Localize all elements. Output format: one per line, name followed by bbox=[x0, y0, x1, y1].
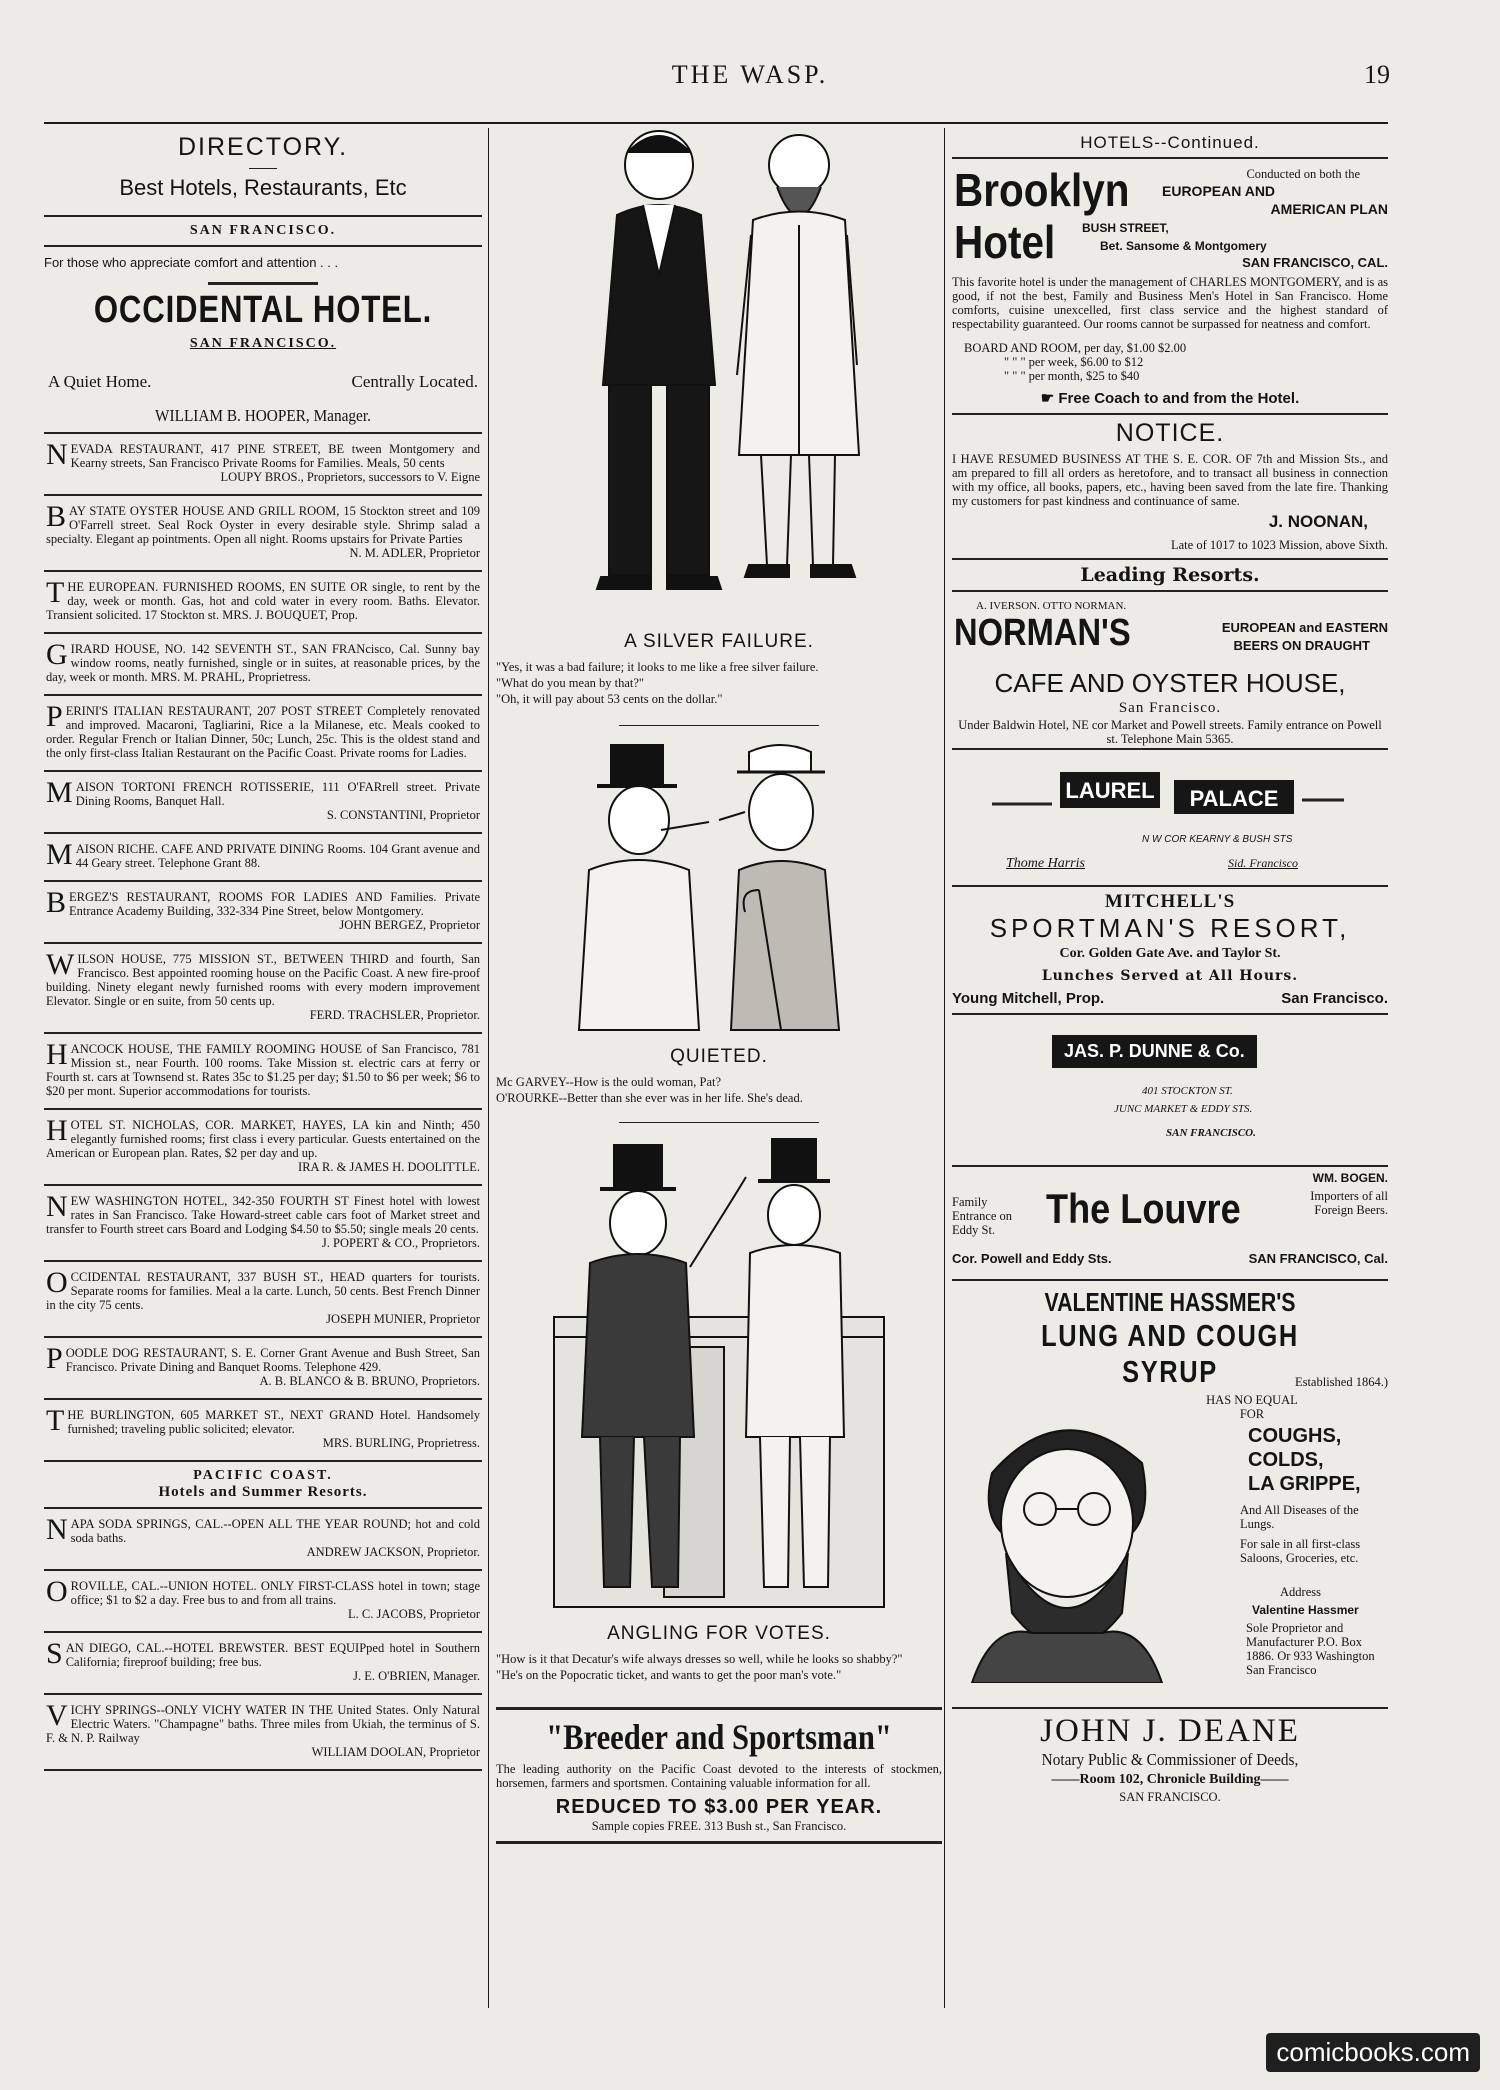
ornament-rule bbox=[208, 282, 318, 285]
notice-text: I HAVE RESUMED BUSINESS AT THE S. E. COR. OF 7th and Mission Sts., and am prepared to fill all orders as heretofore, and to transact all business in connection with my office, all books, papers, etc., having been saved from the late fire. Thanking my customers for past kindness and continuance of same. bbox=[952, 452, 1388, 508]
brooklyn-name-2: Hotel bbox=[954, 216, 1056, 268]
entry-initial: G bbox=[46, 638, 68, 671]
hassmer-ad bbox=[952, 1287, 1388, 1707]
brooklyn-plan-c: AMERICAN PLAN bbox=[1270, 201, 1388, 217]
directory-entry bbox=[44, 572, 482, 634]
breeder-ad bbox=[496, 1707, 942, 1844]
louvre-city: SAN FRANCISCO, Cal. bbox=[1248, 1251, 1388, 1266]
rate-line: " " " per week, $6.00 to $12 bbox=[1004, 355, 1144, 369]
louvre-left: Family Entrance on Eddy St. bbox=[952, 1195, 1013, 1237]
entry-text: OTEL ST. NICHOLAS, COR. MARKET, HAYES, LA kin and Ninth; 450 elegantly furnished rooms; first class i every particular. Guests entertained on the American or European plan. Rates, $2 per day and up. bbox=[46, 1118, 480, 1160]
occidental-taglines bbox=[44, 372, 482, 392]
laurel-signature-2: Sid. Francisco bbox=[1228, 856, 1298, 870]
normans-beers-1: EUROPEAN and EASTERN bbox=[1221, 620, 1388, 635]
column-divider-1 bbox=[488, 128, 489, 2008]
directory-entry bbox=[44, 1338, 482, 1400]
title-dash bbox=[249, 168, 277, 169]
dialog-line: "How is it that Decatur's wife always dresses so well, while he looks so shabby?" bbox=[496, 1652, 903, 1666]
normans-beers-2: BEERS ON DRAUGHT bbox=[1233, 638, 1370, 653]
brooklyn-hotel-ad bbox=[952, 159, 1388, 341]
entry-text: ANCOCK HOUSE, THE FAMILY ROOMING HOUSE of San Francisco, 781 Mission st., near Fourth. 100 rooms. Take Mission st. electric cars at ferry or Fourth st. cars at Townsend st. Rates 35c to $1.25 per day; $1.50 to $6 per week; $6 to $20 per mont. Superior accommodations for tourists. bbox=[46, 1042, 480, 1098]
directory-entry bbox=[44, 634, 482, 696]
deane-name: JOHN J. DEANE bbox=[1040, 1713, 1300, 1749]
divider bbox=[952, 1279, 1388, 1281]
louvre-address: Cor. Powell and Eddy Sts. bbox=[952, 1251, 1112, 1266]
pointing-hand-icon: ☛ bbox=[1040, 390, 1059, 407]
cartoon-column bbox=[496, 125, 942, 1844]
dialog-line: "Yes, it was a bad failure; it looks to me like a free silver failure. bbox=[496, 660, 819, 674]
cartoon-quieted-illustration bbox=[549, 740, 889, 1040]
occidental-right: Centrally Located. bbox=[351, 372, 478, 391]
breeder-sample: Sample copies FREE. 313 Bush st., San Francisco. bbox=[591, 1819, 847, 1833]
laurel-palace-logo bbox=[990, 764, 1350, 826]
entry-text: APA SODA SPRINGS, CAL.--OPEN ALL THE YEAR ROUND; hot and cold soda baths. bbox=[70, 1517, 480, 1545]
entry-proprietor: A. B. BLANCO & B. BRUNO, Proprietors. bbox=[259, 1374, 480, 1388]
brooklyn-plan-b: EUROPEAN AND bbox=[1162, 183, 1276, 199]
hassmer-title-2: LUNG AND COUGH SYRUP bbox=[1041, 1318, 1299, 1389]
magazine-title: THE WASP. bbox=[671, 60, 829, 89]
hassmer-title-1: VALENTINE HASSMER'S bbox=[1044, 1287, 1296, 1317]
divider bbox=[952, 1707, 1388, 1709]
directory-entry bbox=[44, 1400, 482, 1462]
hassmer-sole: Sole Proprietor and Manufacturer P.O. Box 1886. Or 933 Washington San Francisco bbox=[1246, 1621, 1375, 1677]
mitchells-lunches: Lunches Served at All Hours. bbox=[1041, 968, 1299, 984]
dunne-ad bbox=[952, 1015, 1388, 1165]
divider bbox=[952, 413, 1388, 415]
dialog-line: O'ROURKE--Better than she ever was in her life. She's dead. bbox=[496, 1091, 803, 1105]
entry-proprietor: LOUPY BROS., Proprietors, successors to V. Eigne bbox=[220, 470, 480, 484]
directory-entry bbox=[44, 1262, 482, 1338]
laurel-address: N W COR KEARNY & BUSH STS bbox=[1142, 834, 1293, 845]
cartoon-3-caption: ANGLING FOR VOTES. bbox=[607, 1623, 831, 1644]
louvre-owner: WM. BOGEN. bbox=[1312, 1171, 1388, 1185]
entry-initial: M bbox=[46, 776, 73, 809]
notice-title: NOTICE. bbox=[1115, 419, 1225, 447]
entry-initial: O bbox=[46, 1575, 68, 1608]
cartoon-3-dialog bbox=[496, 1645, 942, 1689]
entry-initial: P bbox=[46, 1342, 63, 1375]
ads-column bbox=[952, 125, 1388, 1804]
notice-ad bbox=[952, 419, 1388, 552]
brooklyn-street: BUSH STREET, bbox=[1082, 221, 1169, 235]
mitchells-address: Cor. Golden Gate Ave. and Taylor St. bbox=[1059, 946, 1281, 961]
mitchells-title: SPORTMAN'S RESORT, bbox=[989, 913, 1351, 943]
rate-line: BOARD AND ROOM, per day, $1.00 $2.00 bbox=[964, 341, 1187, 355]
notice-signature: J. NOONAN, bbox=[1268, 512, 1368, 531]
entry-text: EW WASHINGTON HOTEL, 342-350 FOURTH ST Finest hotel with lowest rates in San Francisco. Take Howard-street cable cars foot of Market street and transfer to Fourth street cars Board and Lodging $4.50 to $5.50; single meals 20 cents. bbox=[46, 1194, 480, 1236]
breeder-price: REDUCED TO $3.00 PER YEAR. bbox=[555, 1796, 883, 1818]
entry-text: ILSON HOUSE, 775 MISSION ST., BETWEEN THIRD and fourth, San Francisco. Best appointed rooming house on the Pacific Coast. A new fire-proof building. Ninety elegant newly furnished rooms with every modern improvement Elevator. Single or en suite, from 50 cents up. bbox=[46, 952, 480, 1008]
entry-initial: N bbox=[46, 438, 68, 471]
occidental-left: A Quiet Home. bbox=[48, 372, 152, 391]
entry-initial: H bbox=[46, 1038, 68, 1071]
entry-initial: S bbox=[46, 1637, 63, 1670]
louvre-ad bbox=[952, 1167, 1388, 1279]
divider bbox=[619, 1122, 819, 1123]
occidental-city: SAN FRANCISCO. bbox=[189, 336, 337, 351]
entry-text: CCIDENTAL RESTAURANT, 337 BUSH ST., HEAD quarters for tourists. Separate rooms for families. Meal a la carte. Lunch, 50 cents. Best French Dinner in the city 75 cents. bbox=[46, 1270, 480, 1312]
directory-entry bbox=[44, 1110, 482, 1186]
directory-entry bbox=[44, 882, 482, 944]
brooklyn-city: SAN FRANCISCO, CAL. bbox=[1242, 255, 1388, 270]
laurel-word: LAUREL bbox=[1065, 778, 1155, 803]
directory-entry bbox=[44, 1695, 482, 1771]
dunne-line-3: SAN FRANCISCO. bbox=[1166, 1127, 1256, 1139]
entry-proprietor: L. C. JACOBS, Proprietor bbox=[348, 1607, 480, 1621]
cartoon-1-dialog bbox=[496, 653, 942, 713]
directory-entry bbox=[44, 434, 482, 496]
divider bbox=[44, 245, 482, 247]
mitchells-ad bbox=[952, 891, 1388, 1007]
directory-entry bbox=[44, 696, 482, 772]
pacific-entries bbox=[44, 1509, 482, 1771]
normans-address: Under Baldwin Hotel, NE cor Market and Powell streets. Family entrance on Powell st. Telephone Main 5365. bbox=[958, 718, 1382, 746]
directory-title: DIRECTORY. bbox=[177, 133, 349, 161]
brooklyn-plan-a: Conducted on both the bbox=[1246, 167, 1360, 181]
hassmer-and-all: And All Diseases of the Lungs. bbox=[1240, 1503, 1359, 1531]
brooklyn-rates bbox=[952, 341, 1388, 383]
dialog-line: "He's on the Popocratic ticket, and wants to get the poor man's vote." bbox=[496, 1668, 842, 1682]
directory-subtitle: Best Hotels, Restaurants, Etc bbox=[119, 175, 407, 200]
laurel-palace-ad bbox=[952, 750, 1388, 885]
column-divider-2 bbox=[944, 128, 945, 2008]
entry-text: ROVILLE, CAL.--UNION HOTEL. ONLY FIRST-CLASS hotel in town; stage office; $1 to $2 a day. Free bus to and from all trains. bbox=[70, 1579, 480, 1607]
entry-initial: M bbox=[46, 838, 73, 871]
entry-proprietor: N. M. ADLER, Proprietor bbox=[349, 546, 480, 560]
deane-room: ——Room 102, Chronicle Building—— bbox=[1051, 1772, 1289, 1787]
entry-proprietor: J. POPERT & CO., Proprietors. bbox=[321, 1236, 480, 1250]
entry-proprietor: IRA R. & JAMES H. DOOLITTLE. bbox=[298, 1160, 480, 1174]
directory-entry bbox=[44, 1034, 482, 1110]
normans-name: NORMAN'S bbox=[954, 612, 1131, 654]
cartoon-2-caption: QUIETED. bbox=[670, 1046, 768, 1067]
entry-proprietor: FERD. TRACHSLER, Proprietor. bbox=[309, 1008, 480, 1022]
deane-ad bbox=[952, 1713, 1388, 1804]
entry-proprietor: MRS. BURLING, Proprietress. bbox=[322, 1436, 480, 1450]
occidental-name: OCCIDENTAL HOTEL. bbox=[93, 289, 433, 331]
deane-room-text: Room 102, Chronicle Building bbox=[1079, 1772, 1261, 1787]
entry-initial: B bbox=[46, 886, 67, 919]
hassmer-sale: For sale in all first-class Saloons, Groceries, etc. bbox=[1240, 1537, 1361, 1565]
breeder-title: "Breeder and Sportsman" bbox=[546, 1717, 892, 1757]
region-label: SAN FRANCISCO. bbox=[189, 223, 337, 238]
directory-entry bbox=[44, 1509, 482, 1571]
hotels-continued-title: HOTELS--Continued. bbox=[1080, 133, 1260, 152]
directory-entry bbox=[44, 1633, 482, 1695]
laurel-signature-1: Thome Harris bbox=[1006, 856, 1085, 871]
hassmer-address-name: Valentine Hassmer bbox=[1252, 1603, 1359, 1617]
breeder-text: The leading authority on the Pacific Coast devoted to the interests of stockmen, horsemen, farmers and sportsmen. Containing valuable information for all. bbox=[496, 1762, 942, 1790]
dunne-line-1: 401 STOCKTON ST. bbox=[1142, 1085, 1233, 1097]
entry-text: AISON TORTONI FRENCH ROTISSERIE, 111 O'FARrell street. Private Dining Rooms, Banquet Hall. bbox=[75, 780, 480, 808]
mitchells-city: San Francisco. bbox=[1281, 990, 1388, 1007]
mitchells-prop: Young Mitchell, Prop. bbox=[952, 990, 1105, 1007]
entry-initial: T bbox=[46, 576, 65, 609]
entry-text: AN DIEGO, CAL.--HOTEL BREWSTER. BEST EQUIPped hotel in Southern California; fireproof building; free bus. bbox=[65, 1641, 480, 1669]
entry-text: IRARD HOUSE, NO. 142 SEVENTH ST., SAN FRANcisco, Cal. Sunny bay window rooms, neatly furnished, single or in suites, at reasonable prices, by the day, week or month. MRS. M. PRAHL, Proprietress. bbox=[46, 642, 480, 684]
dunne-logo: JAS. P. DUNNE & Co. bbox=[1052, 1035, 1257, 1068]
palace-word: PALACE bbox=[1189, 786, 1279, 811]
deane-title: Notary Public & Commissioner of Deeds, bbox=[1041, 1750, 1299, 1769]
page-number: 19 bbox=[1364, 60, 1390, 89]
hassmer-grippe: LA GRIPPE, bbox=[1248, 1473, 1361, 1495]
entry-text: HE EUROPEAN. FURNISHED ROOMS, EN SUITE OR single, to rent by the day, week or month. Gas, hot and cold water in every room. Baths. Elevator. Transient solicited. 17 Stockton st. MRS. J. BOUQUET, Prop. bbox=[46, 580, 480, 622]
directory-entry bbox=[44, 944, 482, 1034]
entry-text: EVADA RESTAURANT, 417 PINE STREET, BE tween Montgomery and Kearny streets, San Francisco Private Rooms for Families. Meals, 50 cents bbox=[70, 442, 480, 470]
entry-initial: P bbox=[46, 700, 63, 733]
louvre-right: Importers of all Foreign Beers. bbox=[1310, 1189, 1388, 1217]
entry-initial: W bbox=[46, 948, 75, 981]
mitchells-name: MITCHELL'S bbox=[1104, 891, 1236, 912]
hassmer-established: Established 1864.) bbox=[1294, 1375, 1388, 1389]
directory-entries bbox=[44, 434, 482, 1462]
notice-late: Late of 1017 to 1023 Mission, above Sixth. bbox=[1171, 538, 1388, 552]
entry-text: OODLE DOG RESTAURANT, S. E. Corner Grant Avenue and Bush Street, San Francisco. Private Dining and Banquet Rooms. Telephone 429. bbox=[65, 1346, 480, 1374]
normans-cafe: CAFE AND OYSTER HOUSE, bbox=[994, 668, 1346, 698]
brooklyn-coach bbox=[952, 389, 1388, 407]
directory-entry bbox=[44, 1571, 482, 1633]
rate-line: " " " per month, $25 to $40 bbox=[1004, 369, 1140, 383]
cartoon-silver-failure-illustration bbox=[539, 125, 899, 625]
entry-initial: T bbox=[46, 1404, 65, 1437]
watermark: comicbooks.com bbox=[1266, 2033, 1480, 2072]
directory-entry bbox=[44, 772, 482, 834]
dunne-line-2: JUNC MARKET & EDDY STS. bbox=[1114, 1103, 1253, 1115]
entry-text: ICHY SPRINGS--ONLY VICHY WATER IN THE United States. Only Natural Electric Waters. "Champagne" baths. Three miles from Ukiah, the terminus of S. F. & N. P. Railway bbox=[46, 1703, 480, 1745]
hassmer-address-label: Address bbox=[1280, 1585, 1321, 1599]
occidental-manager: WILLIAM B. HOOPER, Manager. bbox=[155, 406, 371, 425]
directory-column bbox=[44, 125, 482, 1771]
pacific-title: PACIFIC COAST. bbox=[193, 1468, 333, 1483]
dialog-line: "Oh, it will pay about 53 cents on the dollar." bbox=[496, 692, 723, 706]
louvre-name: The Louvre bbox=[1046, 1185, 1241, 1232]
entry-initial: V bbox=[46, 1699, 68, 1732]
header-rule bbox=[44, 122, 1388, 124]
normans-city: San Francisco. bbox=[1118, 700, 1222, 716]
divider bbox=[952, 885, 1388, 887]
leading-resorts-title: Leading Resorts. bbox=[1080, 564, 1260, 586]
normans-ad bbox=[952, 592, 1388, 746]
brooklyn-between: Bet. Sansome & Montgomery bbox=[1100, 239, 1267, 253]
entry-initial: B bbox=[46, 500, 67, 533]
cartoon-1-caption: A SILVER FAILURE. bbox=[624, 631, 814, 652]
brooklyn-text: This favorite hotel is under the management of CHARLES MONTGOMERY, and is as good, if not the best, Family and Business Men's Hotel in San Francisco. Home comforts, cuisine unexcelled, first class service and the highest standard of respectability guaranteed. Our rooms cannot be surpassed for neatness and comfort. bbox=[952, 275, 1388, 331]
brooklyn-name-1: Brooklyn bbox=[954, 164, 1130, 216]
deane-city: SAN FRANCISCO. bbox=[1119, 1790, 1221, 1804]
dialog-line: Mc GARVEY--How is the ould woman, Pat? bbox=[496, 1075, 722, 1089]
hassmer-coughs: COUGHS, bbox=[1248, 1425, 1342, 1447]
entry-proprietor: WILLIAM DOOLAN, Proprietor bbox=[311, 1745, 480, 1759]
hassmer-portrait bbox=[952, 1383, 1182, 1683]
entry-initial: N bbox=[46, 1513, 68, 1546]
divider bbox=[619, 725, 819, 726]
dialog-line: "What do you mean by that?" bbox=[496, 676, 645, 690]
entry-text: HE BURLINGTON, 605 MARKET ST., NEXT GRAND Hotel. Handsomely furnished; traveling public solicited; elevator. bbox=[67, 1408, 480, 1436]
hassmer-colds: COLDS, bbox=[1248, 1449, 1324, 1471]
entry-text: AISON RICHE. CAFE AND PRIVATE DINING Rooms. 104 Grant avenue and 44 Geary street. Telephone Grant 88. bbox=[75, 842, 480, 870]
entry-proprietor: JOHN BERGEZ, Proprietor bbox=[339, 918, 480, 932]
entry-text: AY STATE OYSTER HOUSE AND GRILL ROOM, 15 Stockton street and 109 O'Farrell street. Seal Rock Oyster in every desirable style. Shrimp salad a specialty. Elegant ap pointments. Open all night. Rooms upstairs for Private Parties bbox=[46, 504, 480, 546]
entry-initial: N bbox=[46, 1190, 68, 1223]
entry-proprietor: ANDREW JACKSON, Proprietor. bbox=[306, 1545, 480, 1559]
cartoon-angling-for-votes-illustration bbox=[534, 1137, 904, 1617]
occidental-intro: For those who appreciate comfort and attention . . . bbox=[44, 255, 339, 270]
entry-proprietor: JOSEPH MUNIER, Proprietor bbox=[326, 1312, 480, 1326]
hassmer-no-equal: HAS NO EQUAL FOR bbox=[1206, 1393, 1298, 1421]
pacific-subtitle: Hotels and Summer Resorts. bbox=[158, 1484, 368, 1500]
directory-entry bbox=[44, 834, 482, 882]
brooklyn-coach-text: Free Coach to and from the Hotel. bbox=[1058, 390, 1300, 407]
entry-proprietor: J. E. O'BRIEN, Manager. bbox=[353, 1669, 480, 1683]
directory-entry bbox=[44, 496, 482, 572]
cartoon-2-dialog bbox=[496, 1068, 942, 1112]
entry-initial: H bbox=[46, 1114, 68, 1147]
entry-text: ERGEZ'S RESTAURANT, ROOMS FOR LADIES AND Families. Private Entrance Academy Building, 332-334 Pine Street, below Montgomery. bbox=[69, 890, 480, 918]
entry-initial: O bbox=[46, 1266, 68, 1299]
directory-entry bbox=[44, 1186, 482, 1262]
occidental-hotel-ad bbox=[44, 255, 482, 426]
normans-owners: A. IVERSON. OTTO NORMAN. bbox=[976, 600, 1127, 612]
entry-text: ERINI'S ITALIAN RESTAURANT, 207 POST STREET Completely renovated and improved. Macaroni, Tagliarini, Rice a la Milanese, etc. Meals cooked to order. Regular French or Italian Dinner, 50c; Lunch, 25c. This is the oldest stand and the only first-class Italian Restaurant on the Pacific Coast. Private rooms for Ladies. bbox=[46, 704, 480, 760]
mitchells-footer bbox=[952, 990, 1388, 1007]
entry-proprietor: S. CONSTANTINI, Proprietor bbox=[326, 808, 480, 822]
